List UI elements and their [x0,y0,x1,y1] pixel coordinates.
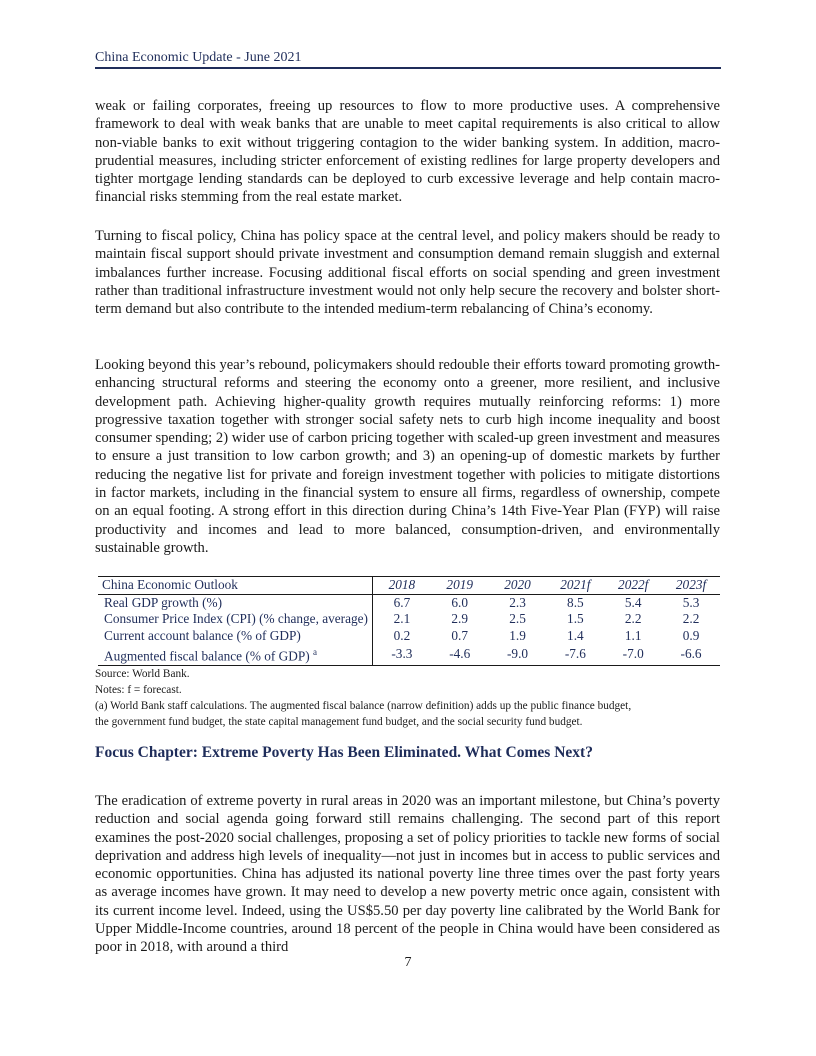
year-header: 2023f [675,577,707,592]
year-header: 2021f [560,577,591,592]
table-cell: 2.2 [682,611,700,626]
page-number: 7 [404,955,412,970]
table-cell: 6.0 [451,594,469,610]
table-cell: 1.4 [567,627,584,643]
table-header-row [98,577,720,595]
table-cell: 1.5 [567,611,584,626]
table-notes [95,666,721,730]
table-cell: -6.6 [680,646,702,662]
table-cell: 0.7 [451,627,469,643]
table-row [98,628,720,645]
footnote-marker: a [313,647,317,657]
paragraph-banking-framework: weak or failing corporates, freeing up resources to flow to more productive uses. A comprehensive framework to deal with weak banks that are unable to meet capital requirements is also critical to allow non-viable banks to exit without triggering contagion to the wider banking system. In addition, macro-prudential measures, including stricter enforcement of existing redlines for large property developers and tighter mortgage lending standards can be deployed to curb excessive leverage and help contain macro-financial risks stemming from the real estate market. [95,98,720,206]
table-cell: 2.9 [451,611,469,626]
row-label-text: Augmented fiscal balance (% of GDP) [104,648,310,664]
table-cell: -4.6 [449,646,471,662]
table-cell: 2.1 [393,611,411,626]
table-cell: 1.1 [624,627,642,643]
table-cell: 2.5 [509,611,526,626]
economic-outlook-table [98,576,720,666]
table-cell: 5.3 [682,594,700,610]
table-row [98,594,720,611]
table-cell: 5.4 [624,594,642,610]
table-cell: 0.2 [393,627,411,643]
table-row [98,611,720,628]
running-header: China Economic Update - June 2021 [95,50,721,69]
footnote-a-line-2: the government fund budget, the state capital management fund budget, and the social security fund budget. [95,716,583,728]
table-cell: -3.3 [391,646,413,662]
row-label [98,644,373,665]
paragraph-structural-reforms: Looking beyond this year’s rebound, policymakers should redouble their efforts toward promoting growth-enhancing structural reforms and steering the economy onto a greener, more resilient, and inclusive development path. Achieving higher-quality growth requires mutually reinforcing reforms: 1) more progressive taxation together with stronger social safety nets to curb high income inequality and boost consumer spending; 2) wider use of carbon pricing together with scaled-up green investment and measures to ensure a just transition to low carbon growth; and 3) an opening-up of domestic markets by further reducing the negative list for private and foreign investment together with policies to mitigate distortions in factor markets, including in the financial system to ensure all firms, regardless of ownership, compete on an equal footing. A strong effort in this direction during China’s 14th Five-Year Plan (FYP) will raise productivity and incomes and lead to more balanced, consumption-driven, and environmentally sustainable growth. [95,357,720,556]
table-cell: 6.7 [393,594,411,610]
paragraph-fiscal-policy: Turning to fiscal policy, China has policy space at the central level, and policy makers should be ready to maintain fiscal support should private investment and consumption demand remain sluggish and external imbalances further increase. Focusing additional fiscal efforts on social spending and green investment rather than traditional infrastructure investment would not only help secure the recovery and bolster short-term demand but also contribute to the intended medium-term rebalancing of China’s economy. [95,228,720,318]
footnote-a-line-1: (a) World Bank staff calculations. The augmented fiscal balance (narrow definition) adds up the public finance budget, [95,700,632,712]
table-cell: 1.9 [509,627,526,643]
table-cell: 2.2 [624,611,642,626]
table-title: China Economic Outlook [98,577,373,595]
year-header: 2022f [618,577,649,592]
table-cell: 2.3 [509,594,526,610]
year-header: 2019 [446,577,474,592]
year-header: 2020 [504,577,531,592]
row-label: Current account balance (% of GDP) [98,628,373,645]
year-header: 2018 [388,577,416,592]
table-cell: -9.0 [507,646,529,662]
table-cell: -7.0 [622,646,644,662]
row-label: Consumer Price Index (CPI) (% change, average) [98,611,373,628]
table-cell: 0.9 [682,627,700,643]
table-row [98,644,720,665]
table-cell: 8.5 [567,594,584,610]
table-cell: -7.6 [564,646,586,662]
paragraph-poverty-eradication: The eradication of extreme poverty in rural areas in 2020 was an important milestone, but China’s poverty reduction and social agenda going forward still remains challenging. The second part of this report examines the post-2020 social challenges, proposing a set of policy priorities to tackle new forms of social deprivation and address high levels of inequality—not just in incomes but in access to public services and economic opportunities. China has adjusted its national poverty line three times over the past forty years as average incomes have grown. It may need to develop a new poverty metric once again, consistent with its current income level. Indeed, using the US$5.50 per day poverty line calibrated by the World Bank for Upper Middle-Income countries, around 18 percent of the people in China would have been considered as poor in 2018, with around a third [95,793,720,956]
focus-chapter-heading: Focus Chapter: Extreme Poverty Has Been Eliminated. What Comes Next? [95,744,593,761]
source-note: Source: World Bank. [95,668,190,680]
forecast-note: Notes: f = forecast. [95,684,182,696]
row-label: Real GDP growth (%) [98,594,373,611]
